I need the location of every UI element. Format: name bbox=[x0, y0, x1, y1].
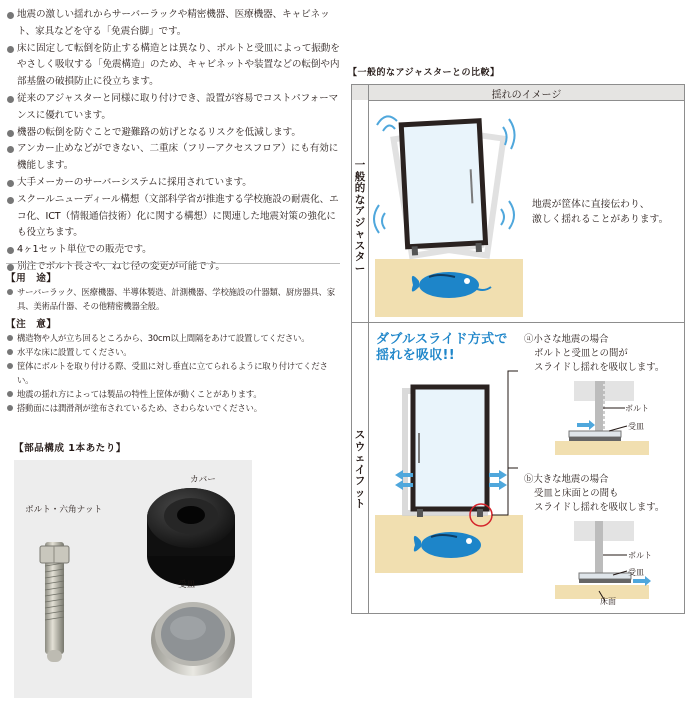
case-b-title: ⓑ大きな地震の場合 bbox=[524, 474, 609, 485]
feature-item: 大手メーカーのサーバーシステムに採用されています。 bbox=[6, 175, 340, 192]
cabinet bbox=[413, 387, 487, 509]
parts-title: 【部品構成 1本あたり】 bbox=[14, 443, 126, 454]
comparison-header: 揺れのイメージ bbox=[491, 90, 562, 101]
case-b-floor-label: 床面 bbox=[600, 597, 616, 606]
case-a-title: ⓐ小さな地震の場合 bbox=[524, 334, 609, 345]
feature-item: スクールニューディール構想（文部科学省が推進する学校施設の耐震化、エコ化、ICT（情報通信技術）化に関する構想）に関連した地震対策の強化にも役立ちます。 bbox=[6, 192, 340, 242]
case-a-bolt-label: ボルト bbox=[625, 404, 649, 413]
usage-title: 【用 途】 bbox=[6, 273, 57, 284]
callout-lines bbox=[492, 371, 518, 515]
feature-item: アンカー止めなどができない、二重床（フリーアクセスフロア）にも有効に機能します。 bbox=[6, 141, 340, 175]
cover-image bbox=[147, 488, 235, 586]
parts-illustration bbox=[14, 460, 252, 698]
detail-small-quake bbox=[555, 381, 649, 455]
caution-item: 筐体にボルトを取り付ける際、受皿に対し垂直に立てられるように取り付けてください。 bbox=[6, 359, 340, 387]
feature-list bbox=[6, 7, 340, 276]
feature-item: 地震の激しい揺れからサーバーラックや精密機器、医療機器、キャビネット、家具などを守る「免震台脚」です。 bbox=[6, 7, 340, 41]
detail-large-quake bbox=[555, 521, 651, 601]
usage-list bbox=[6, 285, 340, 313]
cabinet bbox=[401, 121, 486, 256]
row1-note: 地震が筐体に直接伝わり、 激しく揺れることがあります。 bbox=[532, 199, 669, 225]
case-b-dish-label: 受皿 bbox=[628, 568, 644, 577]
feature-item: 別注でボルト長さや、ねじ径の変更が可能です。 bbox=[6, 259, 340, 276]
feature-item: 従来のアジャスターと同様に取り付けでき、設置が容易でコストパフォーマンスに優れています。 bbox=[6, 91, 340, 125]
row2-label: スウェイフット bbox=[354, 429, 366, 510]
bolt-image bbox=[40, 542, 69, 662]
dish-label: 受皿 bbox=[178, 580, 196, 590]
caution-item: 搭動面には潤滑剤が塗布されているため、さわらないでください。 bbox=[6, 401, 340, 415]
caution-title: 【注 意】 bbox=[6, 319, 57, 330]
row1-label: 一般的なアジャスター bbox=[354, 159, 366, 275]
bolt-label: ボルト・六角ナット bbox=[25, 505, 103, 515]
cover-label: カバー bbox=[190, 475, 216, 485]
caution-item: 構造物や人が立ち回るところから、30cm以上間隔をあけて設置してください。 bbox=[6, 331, 340, 345]
feature-item: 床に固定して転倒を防止する構造とは異なり、ボルトと受皿によって振動をやさしく吸収する「免震構造」のため、キャビネットや装置などの転倒や内部基盤の破損防止に役立ちます。 bbox=[6, 41, 340, 91]
case-a-dish-label: 受皿 bbox=[628, 422, 644, 431]
caution-list bbox=[6, 331, 340, 415]
comparison-title: 【一般的なアジャスターとの比較】 bbox=[348, 68, 500, 78]
case-b-bolt-label: ボルト bbox=[628, 551, 652, 560]
case-b-text: ⓑ大きな地震の場合 受皿と床面との間も スライドし揺れを吸収します。 bbox=[524, 474, 665, 513]
swayfoot-caption: ダブルスライド方式で 揺れを吸収!! bbox=[376, 332, 508, 363]
usage-item: サーバーラック、医療機器、半導体製造、計測機器、学校施設の什器類、厨房器具、家具、美術品什器、その他精密機器全般。 bbox=[6, 285, 340, 313]
caution-item: 水平な床に設置してください。 bbox=[6, 345, 340, 359]
feature-item: 4ヶ1セット単位での販売です。 bbox=[6, 242, 340, 259]
section-divider bbox=[6, 263, 340, 264]
case-a-text: ⓐ小さな地震の場合 ボルトと受皿との間が スライドし揺れを吸収します。 bbox=[524, 334, 665, 373]
caution-item: 地震の揺れ方によっては製品の特性上筐体が動くことがあります。 bbox=[6, 387, 340, 401]
feature-item: 機器の転倒を防ぐことで避難路の妨げとなるリスクを低減します。 bbox=[6, 125, 340, 142]
parts-photo bbox=[14, 460, 252, 698]
dish-image bbox=[151, 602, 235, 676]
